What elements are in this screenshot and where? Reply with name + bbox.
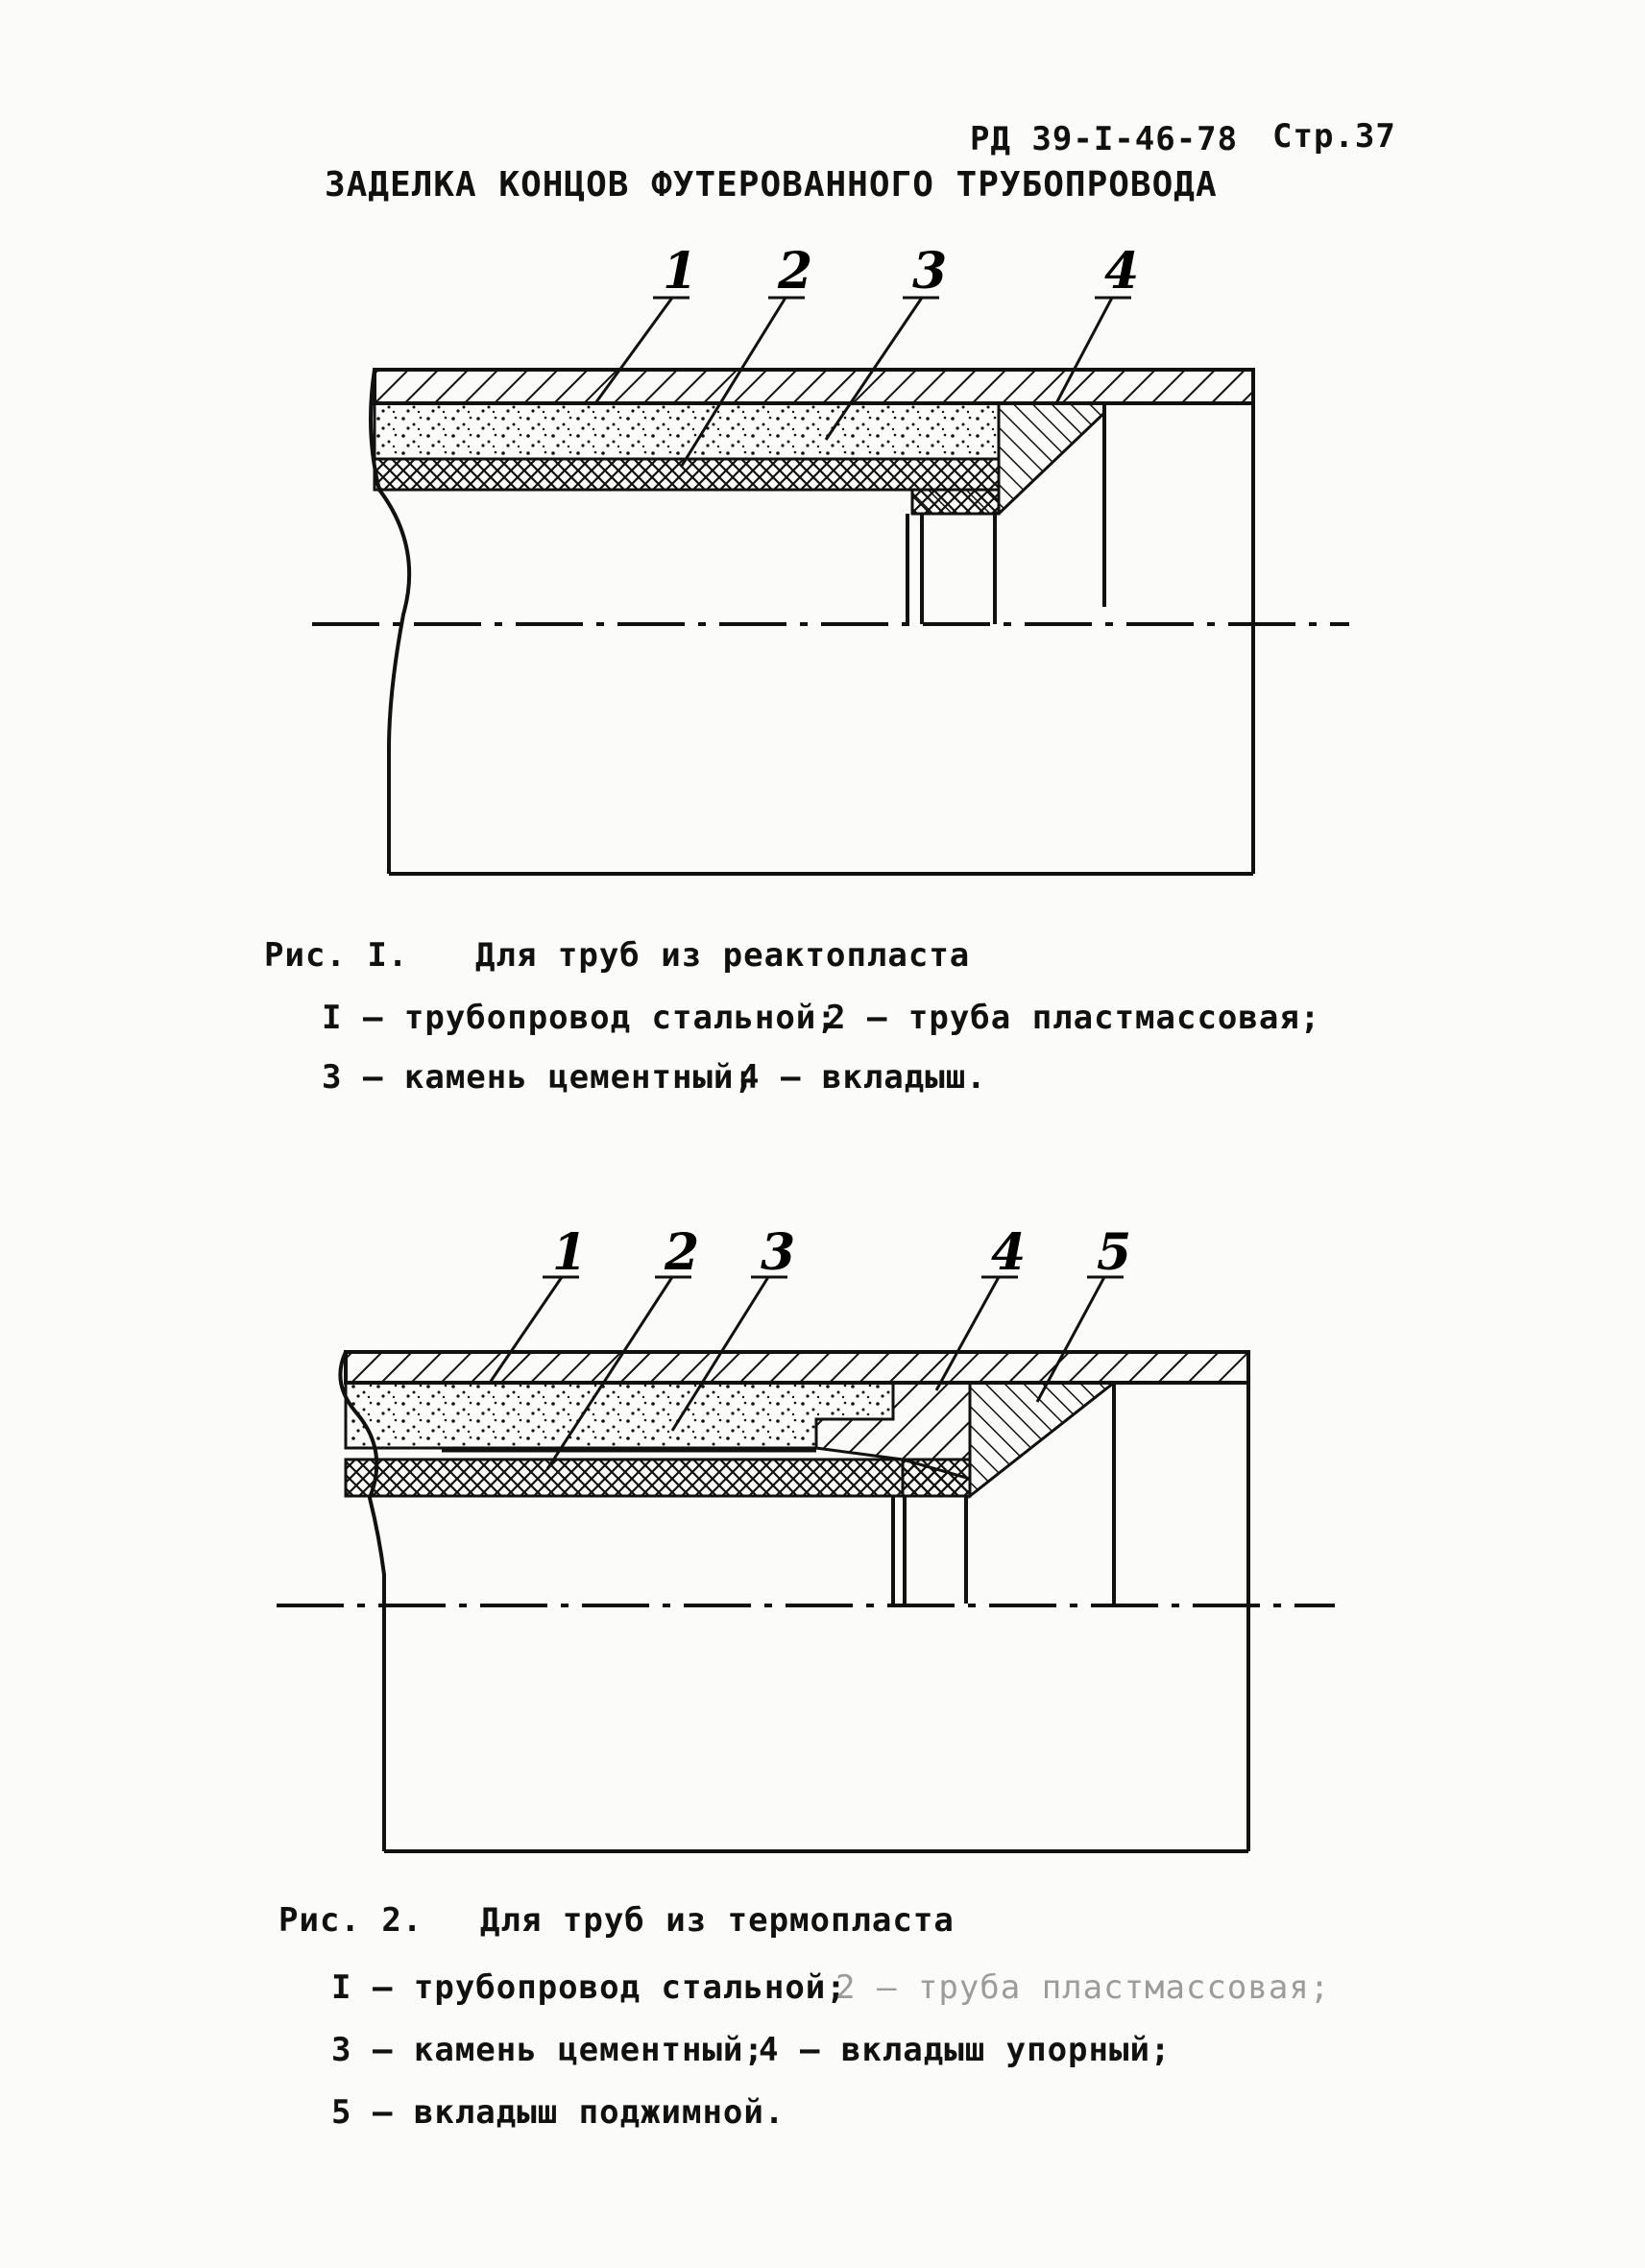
callout-3: 3 — [912, 242, 948, 301]
figure-2-legend-1a: I – трубопровод стальной; — [331, 1968, 847, 2007]
doc-code: РД 39-I-46-78 — [970, 120, 1239, 158]
plastic-pipe-layer — [346, 1460, 970, 1496]
figure-2-legend-2a: 3 – камень цементный; — [331, 2031, 764, 2069]
figure-1-caption-text: Для труб из реактопласта — [475, 936, 971, 975]
figure-1-legend-1a: I – трубопровод стальной; — [322, 999, 837, 1037]
figure-1-legend-2b: 4 – вкладыш. — [739, 1058, 987, 1097]
figure-1-drawing — [312, 242, 1349, 874]
cement-layer — [375, 403, 999, 459]
steel-pipe-wall — [375, 370, 1253, 403]
steel-pipe-wall — [346, 1352, 1248, 1383]
page-title: ЗАДЕЛКА КОНЦОВ ФУТЕРОВАННОГО ТРУБОПРОВОДА — [325, 165, 1218, 205]
figure-2-caption-number: Рис. 2. — [278, 1901, 423, 1940]
figure-1-caption-number: Рис. I. — [264, 936, 409, 975]
figure-2-legend-1b: 2 – труба пластмассовая; — [835, 1968, 1331, 2007]
page-number: Стр.37 — [1272, 117, 1396, 156]
figure-2-caption-text: Для труб из термопласта — [480, 1901, 955, 1940]
callout-4: 4 — [991, 1223, 1027, 1282]
figure-1-legend-2a: 3 – камень цементный; — [322, 1058, 755, 1097]
figure-2-drawing — [277, 1223, 1335, 1851]
callout-5: 5 — [1097, 1223, 1132, 1282]
figure-2-legend-3: 5 – вкладыш поджимной. — [331, 2093, 786, 2132]
callout-1: 1 — [552, 1223, 588, 1282]
plastic-pipe-layer — [375, 459, 999, 490]
figure-2-legend-2b: 4 – вкладыш упорный; — [759, 2031, 1172, 2069]
figure-1-legend-1b: 2 – труба пластмассовая; — [826, 999, 1321, 1037]
callout-1: 1 — [663, 242, 698, 301]
callout-4: 4 — [1104, 242, 1140, 301]
insert-5 — [970, 1383, 1114, 1496]
callout-3: 3 — [761, 1223, 796, 1282]
cement-layer — [346, 1383, 893, 1448]
callout-2: 2 — [778, 242, 813, 301]
callout-2: 2 — [665, 1223, 700, 1282]
